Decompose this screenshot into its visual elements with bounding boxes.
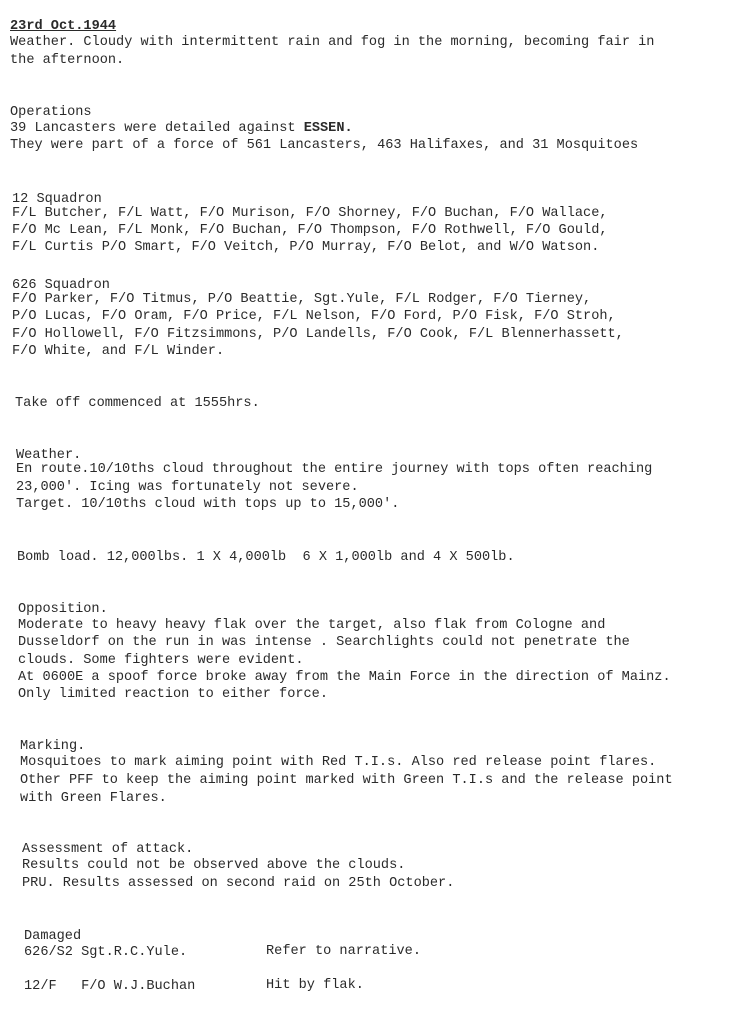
marking-heading: Marking. (20, 739, 86, 754)
squadron-626-heading: 626 Squadron (12, 278, 110, 293)
opposition-heading: Opposition. (18, 602, 108, 617)
operations-line-1 (10, 120, 353, 137)
weather-intro-line-1: Weather. Cloudy with intermittent rain and fog in the morning, becoming fair in (10, 35, 655, 50)
opposition-line-3: clouds. Some fighters were evident. (18, 653, 304, 668)
squadron-12-line-2: F/O Mc Lean, F/L Monk, F/O Buchan, F/O Thompson, F/O Rothwell, F/O Gould, (12, 223, 608, 238)
squadron-626-line-2: P/O Lucas, F/O Oram, F/O Price, F/L Nelson, F/O Ford, P/O Fisk, F/O Stroh, (12, 309, 616, 324)
weather-line-1: En route.10/10ths cloud throughout the entire journey with tops often reaching (16, 462, 653, 477)
opposition-line-5: Only limited reaction to either force. (18, 687, 328, 702)
operations-target: ESSEN. (303, 121, 353, 136)
takeoff-line: Take off commenced at 1555hrs. (15, 396, 260, 411)
weather-line-2: 23,000'. Icing was fortunately not severe. (16, 480, 359, 495)
weather-intro-line-2: the afternoon. (10, 53, 125, 68)
operations-line-1-text: 39 Lancasters were detailed against (10, 121, 304, 136)
assessment-line-1: Results could not be observed above the clouds. (22, 858, 406, 873)
assessment-heading: Assessment of attack. (22, 842, 194, 857)
weather-line-3: Target. 10/10ths cloud with tops up to 15,000'. (16, 497, 400, 512)
damaged-row-2-aircraft: 12/F F/O W.J.Buchan (24, 979, 196, 994)
log-date: 23rd Oct.1944 (10, 19, 117, 34)
marking-line-1: Mosquitoes to mark aiming point with Red T.I.s. Also red release point flares. (20, 755, 657, 770)
damaged-heading: Damaged (24, 929, 82, 944)
squadron-12-heading: 12 Squadron (12, 192, 102, 207)
opposition-line-4: At 0600E a spoof force broke away from the Main Force in the direction of Mainz. (18, 670, 671, 685)
damaged-row-1-aircraft: 626/S2 Sgt.R.C.Yule. (24, 945, 188, 960)
bomb-load-line: Bomb load. 12,000lbs. 1 X 4,000lb 6 X 1,000lb and 4 X 500lb. (17, 550, 515, 565)
opposition-line-1: Moderate to heavy heavy flak over the target, also flak from Cologne and (18, 618, 606, 633)
operations-line-2: They were part of a force of 561 Lancasters, 463 Halifaxes, and 31 Mosquitoes (10, 138, 639, 153)
damaged-row-2-note: Hit by flak. (266, 978, 364, 993)
damaged-row-1-note: Refer to narrative. (266, 944, 421, 959)
squadron-626-line-3: F/O Hollowell, F/O Fitzsimmons, P/O Landells, F/O Cook, F/L Blennerhassett, (12, 327, 624, 342)
marking-line-3: with Green Flares. (20, 791, 167, 806)
marking-line-2: Other PFF to keep the aiming point marked with Green T.I.s and the release point (20, 773, 673, 788)
squadron-12-line-3: F/L Curtis P/O Smart, F/O Veitch, P/O Murray, F/O Belot, and W/O Watson. (12, 240, 600, 255)
squadron-626-line-1: F/O Parker, F/O Titmus, P/O Beattie, Sgt.Yule, F/L Rodger, F/O Tierney, (12, 292, 592, 307)
weather-heading: Weather. (16, 448, 82, 463)
assessment-line-2: PRU. Results assessed on second raid on 25th October. (22, 876, 455, 891)
operations-heading: Operations (10, 105, 92, 120)
squadron-12-line-1: F/L Butcher, F/L Watt, F/O Murison, F/O Shorney, F/O Buchan, F/O Wallace, (12, 206, 608, 221)
opposition-line-2: Dusseldorf on the run in was intense . Searchlights could not penetrate the (18, 635, 630, 650)
squadron-626-line-4: F/O White, and F/L Winder. (12, 344, 225, 359)
